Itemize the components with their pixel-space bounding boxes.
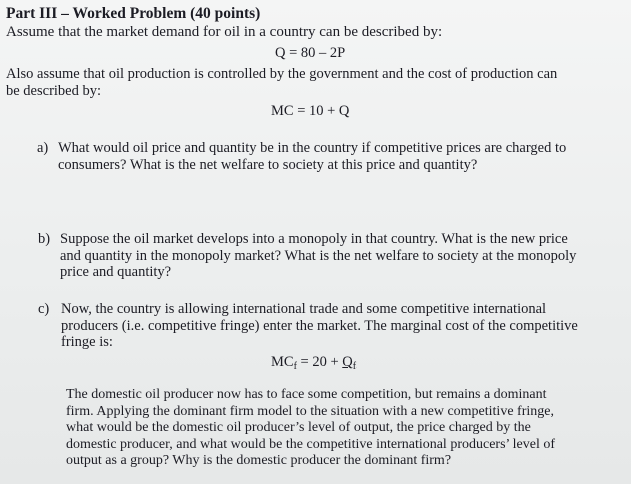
- cost-intro-text: [6, 66, 557, 100]
- paragraph-line: output as a group? Why is the domestic producer the dominant firm?: [66, 453, 452, 469]
- fringe-q-symbol: $Q_f$: [342, 354, 357, 372]
- question-c-line: Now, the country is allowing international trade and some competitive international: [61, 301, 547, 317]
- question-b-line: price and quantity?: [60, 264, 172, 280]
- dominant-firm-paragraph: [66, 387, 555, 470]
- section-title: Part III – Worked Problem (40 points): [6, 5, 261, 22]
- question-b-marker: b): [38, 231, 51, 247]
- fringe-mc-subscript: f: [293, 361, 297, 372]
- question-c-text: [61, 301, 578, 351]
- paragraph-line: domestic producer, and what would be the competitive international producers’ level of: [66, 436, 556, 452]
- question-b-line: and quantity in the monopoly market? What is the net welfare to society at the monopoly: [60, 247, 577, 264]
- question-c-line: fringe is:: [61, 334, 113, 350]
- question-a-line: consumers? What is the net welfare to society at this price and quantity?: [58, 156, 478, 173]
- cost-intro-line: Also assume that oil production is controlled by the government and the cost of production can: [6, 66, 558, 82]
- question-a-marker: a): [37, 140, 49, 156]
- cost-intro-line: be described by:: [6, 83, 102, 99]
- paragraph-line: The domestic oil producer now has to face some competition, but remains a dominant: [66, 387, 547, 402]
- question-c-line: producers (i.e. competitive fringe) enter the market. The marginal cost of the competitive: [61, 317, 578, 334]
- question-a-text: [58, 140, 566, 173]
- intro-text: Assume that the market demand for oil in a country can be described by:: [6, 24, 443, 40]
- demand-equation: Q = 80 – 2P: [275, 45, 346, 61]
- fringe-cost-equation: [271, 354, 356, 372]
- question-b-line: Suppose the oil market develops into a monopoly in that country. What is the new price: [60, 231, 568, 247]
- question-c-marker: c): [38, 301, 50, 317]
- cost-equation: MC = 10 + Q: [271, 103, 350, 119]
- question-b-text: [60, 231, 576, 281]
- paragraph-line: firm. Applying the dominant firm model to the situation with a new competitive fringe,: [66, 403, 554, 419]
- fringe-mc-symbol: MC: [271, 354, 294, 370]
- question-a-line: What would oil price and quantity be in the country if competitive prices are charged to: [58, 140, 567, 156]
- paragraph-line: what would be the domestic oil producer’s level of output, the price charged by the: [66, 420, 531, 436]
- fringe-eq-middle: = 20 +: [296, 354, 343, 370]
